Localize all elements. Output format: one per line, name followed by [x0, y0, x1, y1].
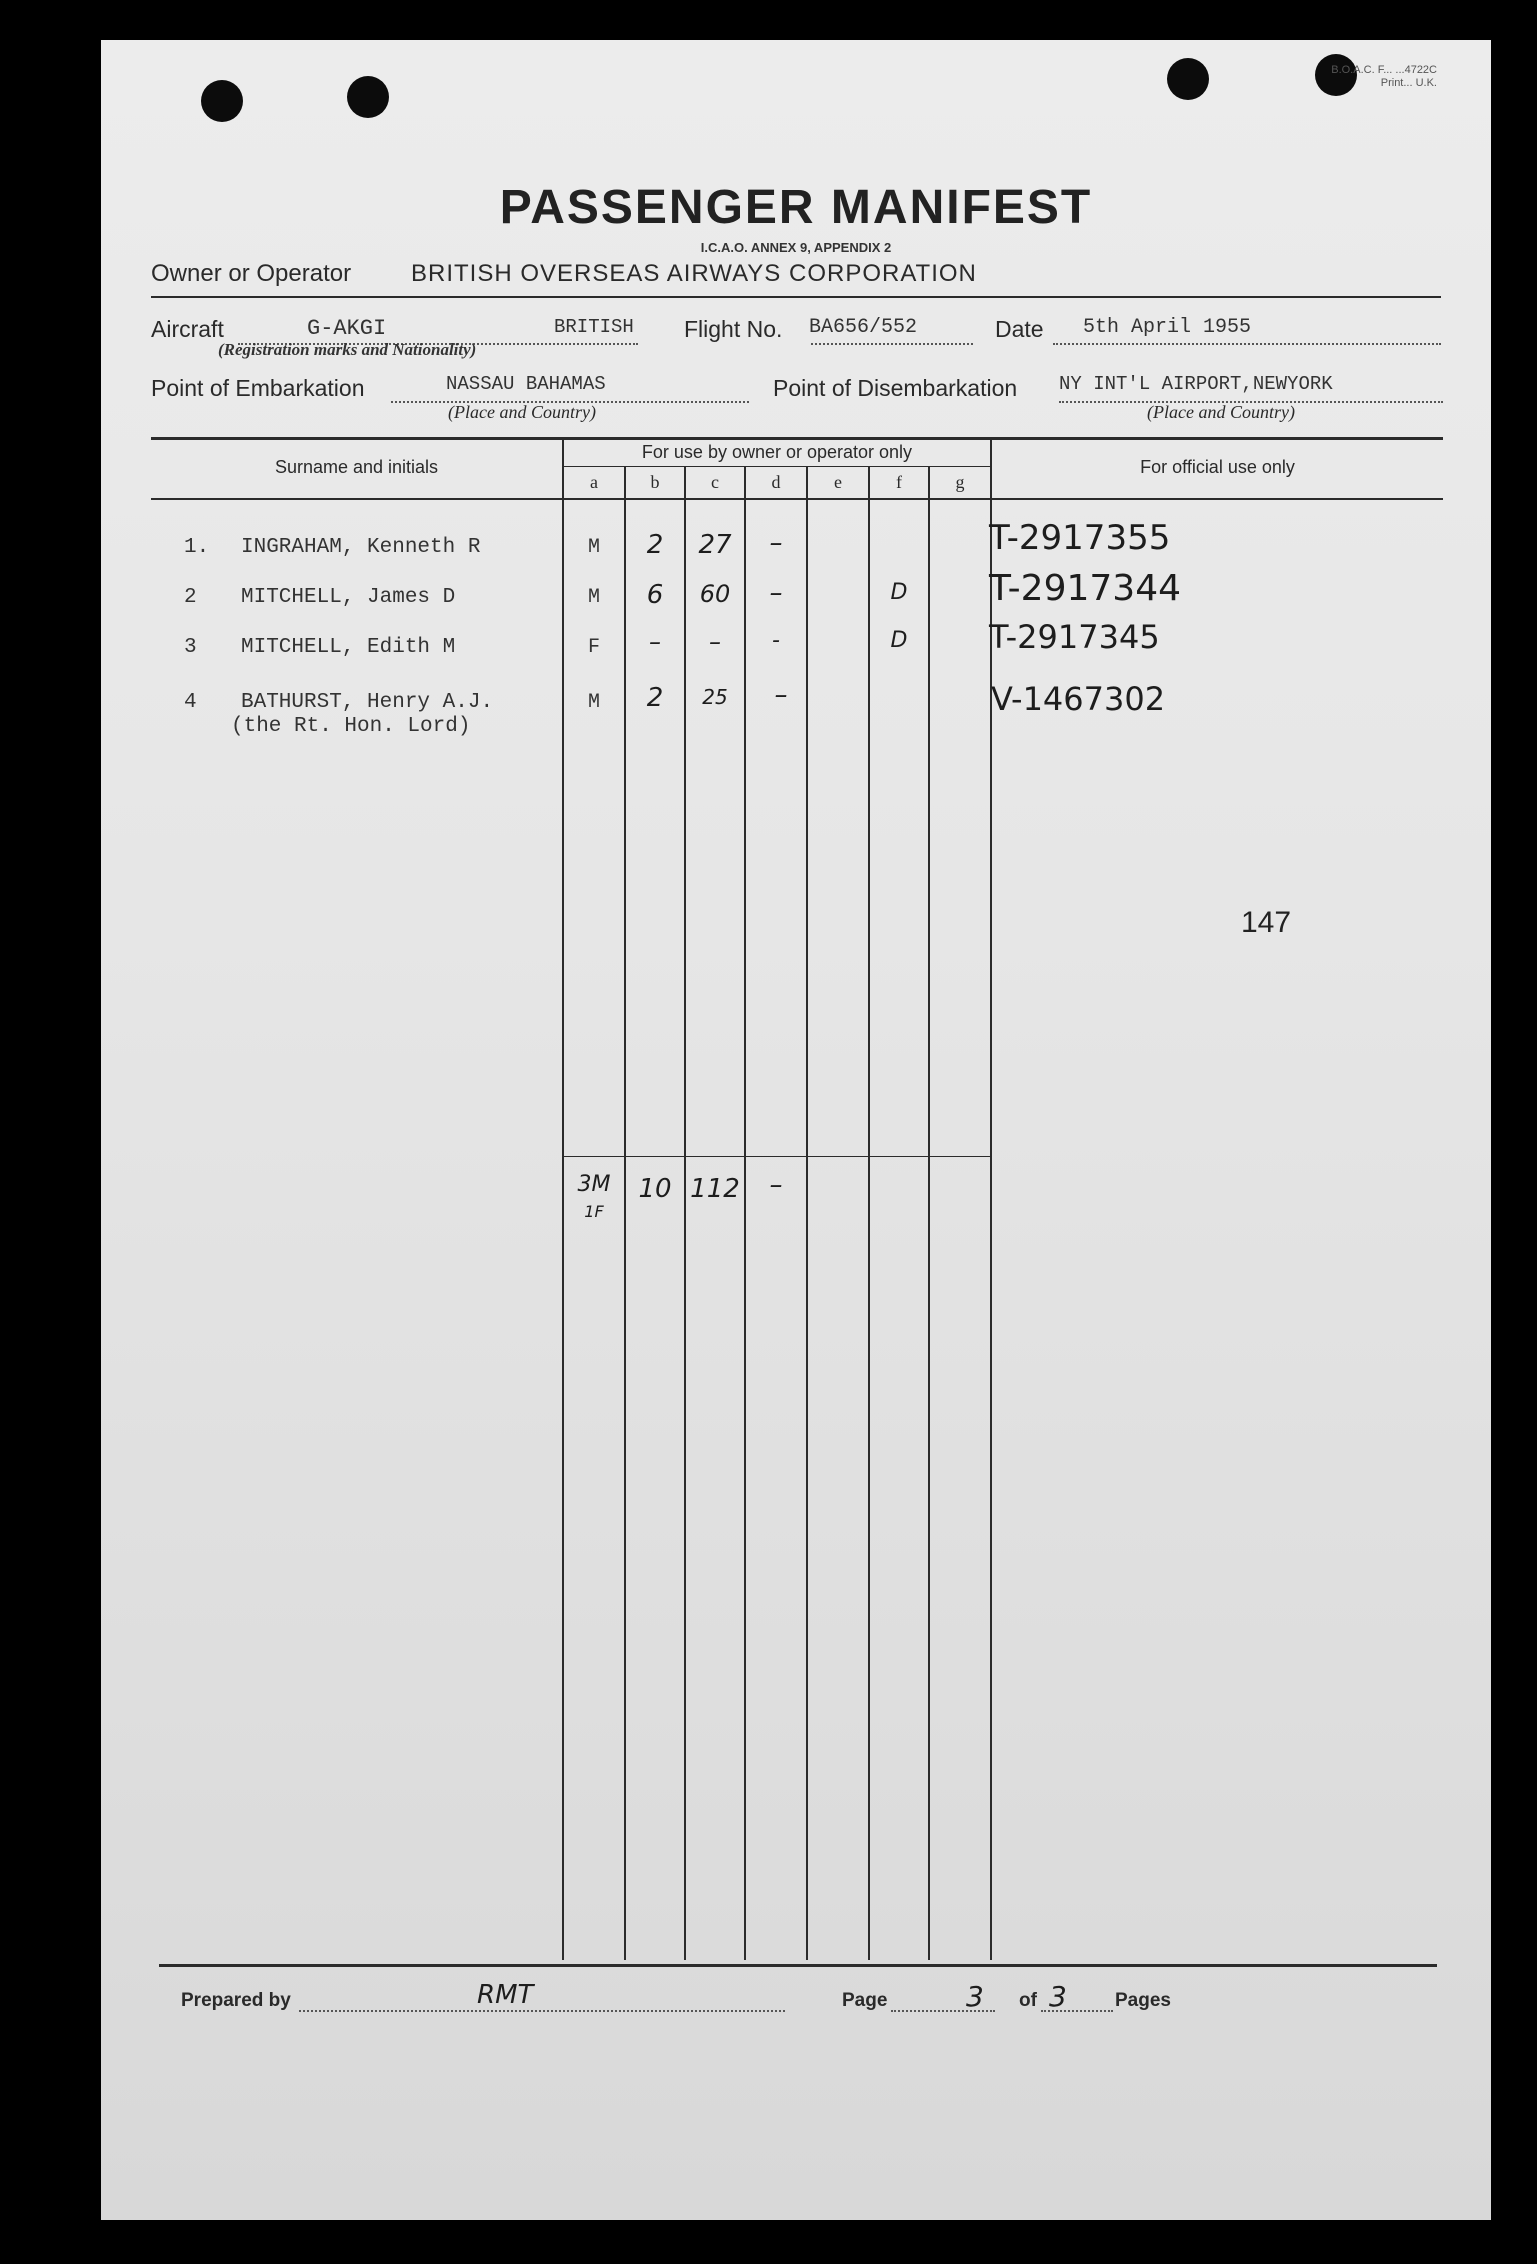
embark-note: (Place and Country) — [448, 402, 596, 422]
cell-a: M — [587, 586, 600, 609]
flight-value: BA656/552 — [809, 316, 918, 339]
row-number: 4 — [184, 691, 197, 714]
passenger-name: BATHURST, Henry A.J. — [241, 691, 494, 714]
official-entry: V-1467302 — [991, 680, 1166, 718]
totals-rule — [562, 1156, 990, 1157]
official-entry: T-2917344 — [989, 568, 1182, 609]
total-c: 112 — [690, 1174, 740, 1204]
col-official: For official use only — [1140, 457, 1295, 477]
subcol-d: d — [771, 472, 781, 492]
passenger-title: (the Rt. Hon. Lord) — [231, 715, 471, 738]
cell-f: D — [890, 628, 908, 653]
cell-b: 6 — [646, 580, 664, 610]
subcol-b: b — [650, 472, 660, 492]
official-entry: T-2917345 — [989, 618, 1160, 656]
page-value: 3 — [966, 1980, 984, 2013]
row-number: 1. — [184, 536, 210, 559]
cell-f: D — [890, 580, 908, 605]
aircraft-note: (Registration marks and Nationality) — [218, 340, 477, 359]
cell-b: – — [649, 628, 661, 656]
form-code-line1: B.O.A.C. F... ...4722C — [1331, 64, 1437, 76]
date-label: Date — [995, 316, 1044, 342]
punch-hole — [347, 76, 389, 118]
col-surname: Surname and initials — [274, 457, 439, 477]
cell-c: – — [709, 628, 721, 656]
of-value: 3 — [1049, 1980, 1067, 2013]
row-number: 3 — [184, 636, 197, 659]
prepared-line — [299, 2010, 785, 2012]
table-top-rule — [151, 437, 1443, 440]
cell-a: M — [587, 691, 600, 714]
col-divider — [868, 466, 870, 1960]
manifest-sheet — [101, 40, 1491, 2220]
subcol-g: g — [955, 472, 965, 492]
header-rule — [151, 296, 1441, 298]
col-divider — [928, 466, 930, 1960]
page-subtitle: I.C.A.O. ANNEX 9, APPENDIX 2 — [700, 240, 892, 255]
side-number: 147 — [1241, 906, 1292, 939]
flight-label: Flight No. — [684, 316, 783, 342]
cell-a: M — [587, 536, 600, 559]
total-a2: 1F — [584, 1202, 604, 1221]
subcol-c: c — [711, 472, 719, 492]
aircraft-nationality: BRITISH — [554, 316, 634, 338]
cell-b: 2 — [646, 530, 664, 560]
subheader-rule — [562, 466, 990, 467]
cell-c: 60 — [699, 580, 731, 608]
official-entry: T-2917355 — [989, 518, 1171, 558]
disembark-note: (Place and Country) — [1147, 402, 1295, 422]
owner-value: BRITISH OVERSEAS AIRWAYS CORPORATION — [411, 260, 977, 287]
date-value: 5th April 1955 — [1083, 316, 1252, 339]
punch-hole — [201, 80, 243, 122]
aircraft-label: Aircraft — [151, 316, 224, 342]
total-d: – — [769, 1170, 783, 1200]
page-title: PASSENGER MANIFEST — [499, 181, 1093, 234]
date-line — [1053, 343, 1441, 345]
cell-c: 27 — [698, 530, 732, 560]
cell-d: – — [769, 578, 783, 608]
punch-hole — [1167, 58, 1209, 100]
cell-b: 2 — [646, 683, 664, 713]
passenger-name: MITCHELL, James D — [241, 586, 456, 609]
cell-a: F — [587, 636, 600, 659]
page-label: Page — [842, 1990, 888, 2011]
flight-line — [811, 343, 973, 345]
form-code-line2: Print... U.K. — [1380, 77, 1437, 89]
subcol-a: a — [590, 472, 598, 492]
cell-d: – — [774, 680, 788, 710]
prepared-value: RMT — [477, 1980, 534, 2010]
total-a: 3M — [577, 1172, 611, 1197]
total-b: 10 — [638, 1174, 672, 1204]
owner-label: Owner or Operator — [151, 260, 352, 287]
passenger-name: INGRAHAM, Kenneth R — [241, 536, 481, 559]
col-divider — [562, 437, 564, 1960]
passenger-name: MITCHELL, Edith M — [241, 636, 456, 659]
prepared-label: Prepared by — [181, 1990, 291, 2011]
form-code — [1241, 64, 1437, 90]
row-number: 2 — [184, 586, 197, 609]
col-divider — [990, 437, 992, 1960]
subcol-f: f — [896, 472, 902, 492]
embark-label: Point of Embarkation — [151, 375, 365, 401]
disembark-label: Point of Disembarkation — [773, 375, 1018, 401]
embark-value: NASSAU BAHAMAS — [446, 373, 606, 395]
cell-d: – — [769, 528, 783, 558]
col-owner-group: For use by owner or operator only — [641, 442, 913, 462]
of-label: of — [1019, 1990, 1037, 2011]
pages-label: Pages — [1115, 1990, 1171, 2011]
table-header-rule — [151, 498, 1443, 500]
cell-d: - — [772, 628, 780, 653]
cell-c: 25 — [702, 685, 728, 709]
aircraft-reg: G-AKGI — [307, 316, 387, 341]
disembark-value: NY INT'L AIRPORT,NEWYORK — [1059, 373, 1333, 395]
footer-rule — [159, 1964, 1437, 1967]
subcol-e: e — [834, 472, 842, 492]
